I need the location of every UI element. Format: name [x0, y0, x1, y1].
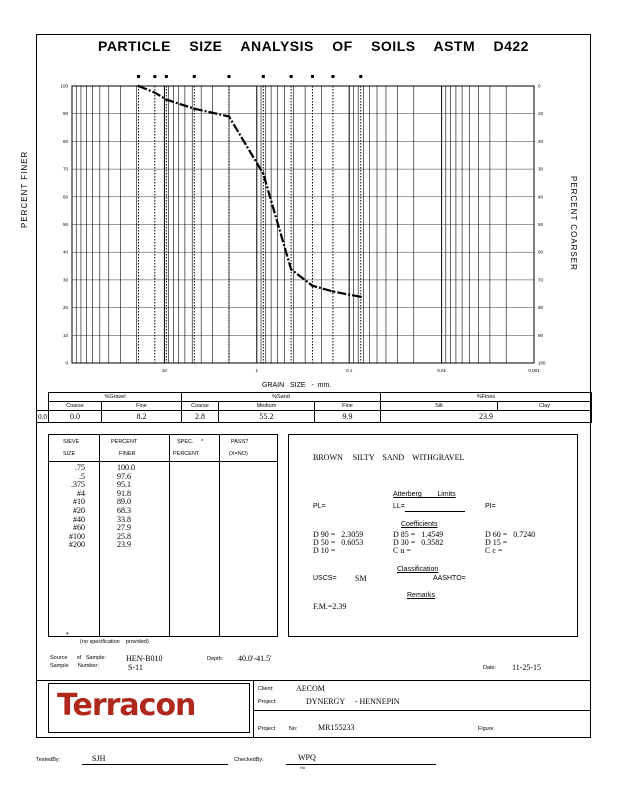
sieve-size-cell: .5 — [79, 471, 85, 481]
gradation-data-point — [262, 173, 264, 175]
x-tick-label: 1 — [255, 368, 259, 373]
grain-size-chart — [36, 62, 591, 392]
sieve-size-marker — [153, 75, 156, 78]
sieve-size-marker — [193, 75, 196, 78]
sand-coarse-value: 2.8 — [182, 411, 219, 423]
percent-finer-cell: 91.8 — [117, 488, 131, 498]
sub-clay: Clay — [498, 402, 592, 411]
y-tick-label-left: 10 — [62, 332, 68, 338]
sand-header: %Sand — [182, 393, 381, 402]
checked-by-label: CheckedBy: — [234, 757, 264, 763]
ll-label: LL= — [393, 503, 405, 510]
gradation-data-point — [154, 91, 156, 93]
terracon-logo: Terracon — [57, 688, 196, 723]
gradation-data-point — [360, 296, 362, 298]
results-box — [288, 434, 578, 637]
date-label: Date: — [483, 665, 497, 671]
figure-label: Figure — [478, 726, 494, 732]
source-label: Source of Sample: — [50, 655, 106, 661]
classification-heading: Classification — [397, 566, 439, 573]
y-axis-label-left: PERCENT FINER — [20, 150, 29, 228]
sub-medium-sand: Medium — [219, 402, 315, 411]
gravel-coarse-value: 0.0 — [49, 411, 102, 423]
tested-by-label: TestedBy: — [36, 757, 61, 763]
sub-fine-gravel: Fine — [102, 402, 182, 411]
d60-value: D 60 = 0.7240 — [485, 530, 536, 539]
cc-value: C c = — [485, 546, 503, 555]
y-tick-label-left: 100 — [60, 83, 68, 89]
sieve-size-cell: #20 — [73, 505, 85, 515]
percent-finer-cell: 97.6 — [117, 471, 131, 481]
d15-value: D 15 = — [485, 538, 508, 547]
remarks-heading: Remarks — [407, 592, 436, 599]
gravel-header: %Gravel — [49, 393, 182, 402]
project-label: Project: — [258, 699, 277, 705]
y-tick-label-left: 40 — [62, 249, 68, 255]
soil-description: BROWN SILTY SAND WITHGRAVEL — [313, 453, 465, 462]
sub-fine-sand: Fine — [315, 402, 381, 411]
sub-silt: Silt — [381, 402, 498, 411]
pass-header-1: PASS? — [231, 439, 249, 445]
gradation-data-point — [311, 285, 313, 287]
d30-value: D 30 = 0.3582 — [393, 538, 444, 547]
d10-value: D 10 = — [313, 546, 336, 555]
y-tick-label-right: 90 — [538, 332, 544, 338]
percent-finer-cell: 25.8 — [117, 531, 131, 541]
gradation-curve — [139, 86, 361, 297]
pi-label: PI= — [485, 503, 496, 510]
y-tick-label-left: 60 — [62, 194, 68, 200]
date-value: 11-25-15 — [512, 663, 542, 672]
coefficients-heading: Coefficients — [401, 521, 438, 528]
sample-number-value: S-11 — [128, 663, 143, 672]
sieve-header-2: SIZE — [63, 451, 76, 457]
percent-finer-cell: 68.3 — [117, 505, 131, 515]
y-tick-label-left: 20 — [62, 305, 68, 311]
gradation-data-point — [228, 115, 230, 117]
source-value: HEN-B010 — [126, 654, 163, 663]
row-label: 0.0 — [38, 412, 47, 421]
sieve-size-cell: #200 — [69, 540, 85, 550]
y-tick-label-left: 90 — [62, 111, 68, 117]
client-label: Client: — [258, 686, 274, 692]
percent-finer-cell: 27.9 — [117, 523, 131, 533]
project-value: DYNERGY - HENNEPIN — [306, 697, 400, 706]
pass-header-2: (X=NO) — [229, 451, 248, 457]
y-tick-label-left: 80 — [62, 138, 68, 144]
y-tick-label-right: 40 — [538, 194, 544, 200]
percent-finer-column — [117, 464, 135, 550]
sand-medium-value: 55.2 — [219, 411, 315, 423]
uscs-label: USCS= — [313, 575, 337, 582]
sieve-size-marker — [227, 75, 230, 78]
y-tick-label-right: 70 — [538, 277, 544, 283]
sub-coarse-gravel: Coarse — [49, 402, 102, 411]
depth-label: Depth: — [207, 656, 224, 662]
fines-header: %Fines — [381, 393, 592, 402]
pl-label: PL= — [313, 503, 326, 510]
report-title: PARTICLE SIZE ANALYSIS OF SOILS ASTM D422 — [98, 38, 529, 54]
percent-header-2: FINER — [119, 451, 136, 457]
percent-finer-cell: 23.9 — [117, 540, 131, 550]
y-tick-label-right: 100 — [538, 360, 546, 366]
y-tick-label-right: 60 — [538, 249, 544, 255]
gradation-data-point — [193, 108, 195, 110]
y-axis-label-right: PERCENT COARSER — [569, 176, 578, 271]
gradation-data-point — [290, 268, 292, 270]
sieve-size-cell: .375 — [71, 480, 85, 490]
sieve-size-cell: .75 — [75, 463, 85, 472]
fractions-table — [36, 392, 592, 423]
percent-header-1: PERCENT — [111, 439, 138, 445]
sieve-table — [48, 434, 278, 637]
y-tick-label-right: 80 — [538, 305, 544, 311]
y-tick-label-right: 10 — [538, 111, 544, 117]
sieve-size-cell: #100 — [69, 531, 85, 541]
sieve-header-1: SIEVE — [63, 439, 80, 445]
fines-value: 23.9 — [381, 411, 592, 423]
y-tick-label-right: 0 — [538, 83, 541, 89]
spec-header-1: SPEC. * — [177, 439, 204, 445]
sieve-size-cell: #10 — [73, 497, 85, 507]
x-tick-label: 0.001 — [528, 368, 540, 373]
y-tick-label-right: 50 — [538, 222, 544, 227]
sieve-size-marker — [331, 75, 334, 78]
x-tick-label: 0.01 — [437, 368, 446, 373]
sieve-size-marker — [290, 75, 293, 78]
y-tick-label-left: 70 — [62, 166, 68, 172]
atterberg-heading: Atterberg Limits — [393, 491, 456, 498]
sand-fine-value: 9.9 — [315, 411, 381, 423]
y-tick-label-left: 50 — [62, 222, 68, 227]
percent-finer-cell: 100.0 — [117, 463, 135, 472]
sieve-size-marker — [165, 75, 168, 78]
d90-value: D 90 = 2.3059 — [313, 530, 364, 539]
checked-by-value: WPQ — [298, 753, 316, 762]
client-value: AECOM — [296, 684, 325, 693]
sample-number-label: Sample Number: — [50, 663, 99, 669]
gradation-data-point — [137, 85, 139, 87]
sieve-size-marker — [137, 75, 140, 78]
x-tick-label: 0.1 — [346, 368, 353, 373]
percent-finer-cell: 89.0 — [117, 497, 131, 507]
sieve-size-marker — [359, 75, 362, 78]
footnote-star: * — [66, 632, 69, 639]
sieve-size-marker — [262, 75, 265, 78]
tested-by-value: SJH — [92, 754, 106, 763]
sieve-size-marker — [311, 75, 314, 78]
gradation-data-point — [332, 290, 334, 292]
sieve-size-cell: #40 — [73, 514, 85, 524]
y-tick-label-right: 30 — [538, 166, 544, 172]
project-number-label: Project No: — [258, 726, 298, 732]
sub-coarse-sand: Coarse — [182, 402, 219, 411]
aashto-label: AASHTO= — [433, 575, 466, 582]
x-axis-label: GRAIN SIZE - mm. — [262, 382, 332, 389]
y-tick-label-left: 30 — [62, 277, 68, 283]
logo-box — [48, 683, 250, 733]
spec-header-2: PERCENT — [173, 451, 200, 457]
percent-finer-cell: 95.1 — [117, 480, 131, 490]
y-tick-label-left: 0 — [65, 360, 68, 366]
d85-value: D 85 = 1.4549 — [393, 530, 444, 539]
uscs-value: SM — [355, 574, 367, 583]
fineness-modulus: F.M.=2.39 — [313, 602, 347, 611]
sieve-size-cell: #60 — [73, 523, 85, 533]
project-number-value: MR155233 — [318, 723, 355, 732]
percent-finer-cell: 33.8 — [117, 514, 131, 524]
d50-value: D 50 = 0.6053 — [313, 538, 364, 547]
sieve-size-cell: #4 — [77, 488, 85, 498]
x-tick-label: 10 — [161, 368, 167, 373]
gradation-data-point — [165, 98, 167, 100]
y-tick-label-right: 20 — [538, 138, 544, 144]
gravel-fine-value: 8.2 — [102, 411, 182, 423]
cu-value: C u = — [393, 546, 411, 555]
sieve-size-column — [63, 464, 85, 550]
checked-by-subscript: Ho — [300, 765, 306, 770]
depth-value: 40.0'-41.5' — [238, 654, 272, 663]
spec-footnote: (no specification provided) — [80, 639, 149, 645]
